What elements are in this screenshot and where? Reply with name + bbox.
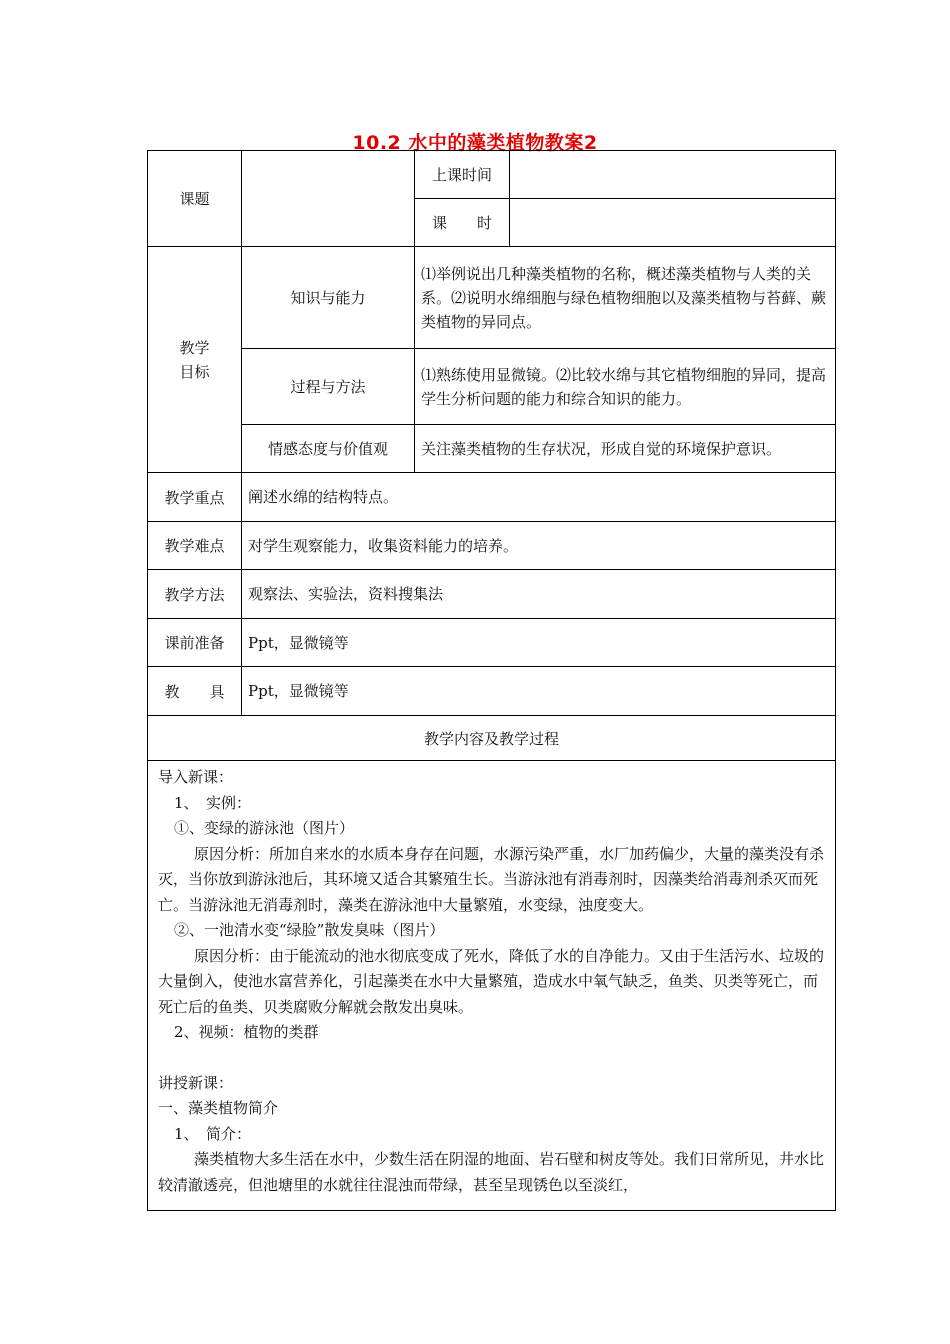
blank-line: [158, 1046, 825, 1071]
topic-label: 课题: [148, 151, 242, 247]
difficulty-label: 教学难点: [148, 522, 242, 570]
brief-text: 藻类植物大多生活在水中，少数生活在阴湿的地面、岩石壁和树皮等处。我们日常所见，井水比较清澈透亮，但池塘里的水就往往混浊而带绿，甚至呈现锈色以至淡红，: [158, 1150, 825, 1194]
period-label: 课 时: [415, 199, 510, 247]
page-title: 10.2 水中的藻类植物教案2: [352, 132, 598, 154]
video-line: 2、视频：植物的类群: [174, 1023, 319, 1041]
preparation-value: Ppt，显微镜等: [242, 619, 836, 667]
case2-title: ②、一池清水变“绿脸”散发臭味（图片）: [174, 921, 445, 939]
key-point-label: 教学重点: [148, 473, 242, 522]
tools-label: 教 具: [148, 667, 242, 716]
difficulty-value: 对学生观察能力，收集资料能力的培养。: [242, 522, 836, 570]
key-point-value: 阐述水绵的结构特点。: [242, 473, 836, 522]
brief-line: 1、 简介：: [174, 1124, 252, 1143]
method-value: 观察法、实验法，资料搜集法: [242, 570, 836, 619]
objective-text-attitude: 关注藻类植物的生存状况，形成自觉的环境保护意识。: [415, 425, 836, 473]
example-line: 1、 实例：: [174, 793, 252, 812]
process-header: 教学内容及教学过程: [148, 716, 836, 761]
case1-text: 原因分析：所加自来水的水质本身存在问题，水源污染严重，水厂加药偏少，大量的藻类没有杀灭，当你放到游泳池后，其环境又适合其繁殖生长。当游泳池有消毒剂时，因藻类给消毒剂杀灭而死亡。当游泳池无消毒剂时，藻类在游泳池中大量繁殖，水变绿，浊度变大。: [158, 844, 825, 914]
objective-category-process: 过程与方法: [242, 349, 415, 425]
intro-heading: 导入新课：: [158, 768, 234, 786]
case2-text: 原因分析：由于能流动的池水彻底变成了死水，降低了水的自净能力。又由于生活污水、垃圾的大量倒入，使池水富营养化，引起藻类在水中大量繁殖，造成水中氧气缺乏，鱼类、贝类等死亡，而死亡后的鱼类、贝类腐败分解就会散发出臭味。: [158, 946, 825, 1016]
case1-title: ①、变绿的游泳池（图片）: [174, 819, 355, 837]
method-label: 教学方法: [148, 570, 242, 619]
period-value: [510, 199, 836, 247]
lesson-plan-table: [147, 150, 836, 1211]
objective-category-knowledge: 知识与能力: [242, 247, 415, 349]
time-label: 上课时间: [415, 151, 510, 199]
objective-text-knowledge: ⑴举例说出几种藻类植物的名称，概述藻类植物与人类的关系。⑵说明水绵细胞与绿色植物细胞以及藻类植物与苔藓、蕨类植物的异同点。: [415, 247, 836, 349]
time-value: [510, 151, 836, 199]
objectives-label: 教学 目标: [148, 247, 242, 473]
new-lesson-heading: 讲授新课：: [158, 1073, 234, 1092]
preparation-label: 课前准备: [148, 619, 242, 667]
objective-text-process: ⑴熟练使用显微镜。⑵比较水绵与其它植物细胞的异同，提高学生分析问题的能力和综合知识的能力。: [415, 349, 836, 425]
objective-category-attitude: 情感态度与价值观: [242, 425, 415, 473]
tools-value: Ppt，显微镜等: [242, 667, 836, 716]
topic-value: [242, 151, 415, 247]
section1-heading: 一、藻类植物简介: [158, 1099, 279, 1117]
process-content: [148, 761, 836, 1211]
